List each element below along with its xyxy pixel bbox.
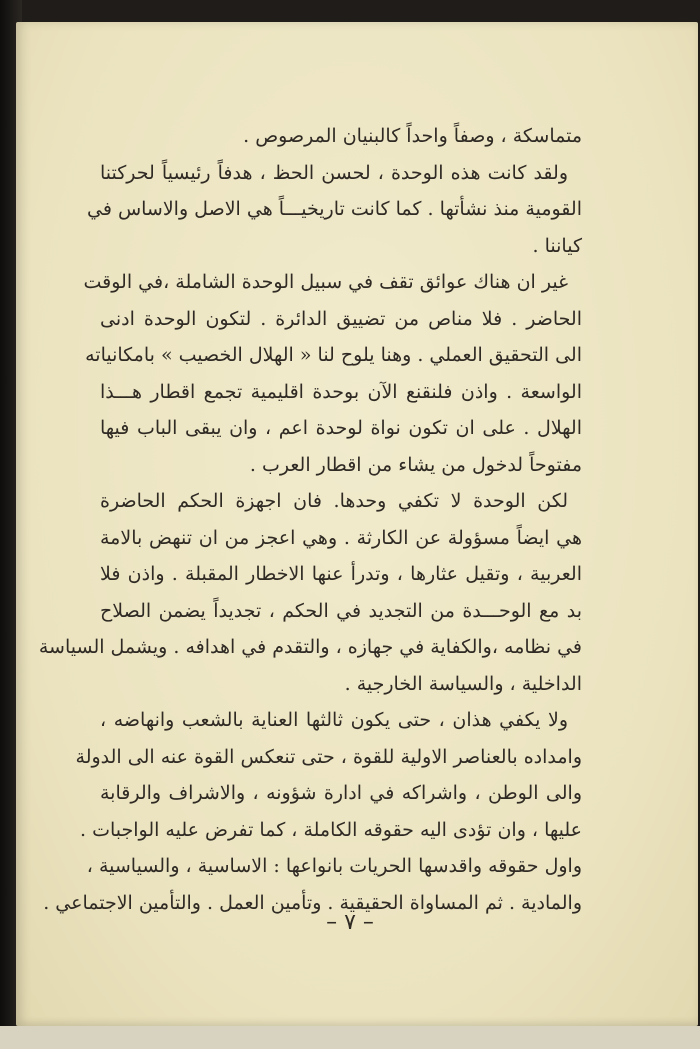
text-line: لكن الوحدة لا تكفي وحدها. فان اجهزة الحكم الحاضرة xyxy=(100,490,568,512)
text-line: ولقد كانت هذه الوحدة ، لحسن الحظ ، هدفاً رئيسياً لحركتنا xyxy=(100,161,568,184)
text-line: الداخلية ، والسياسة الخارجية . xyxy=(344,672,582,695)
text-line: عليها ، وان تؤدى اليه حقوقه الكاملة ، كما تفرض عليه الواجبات . xyxy=(80,818,582,841)
text-line: والى الوطن ، واشراكه في ادارة شؤونه ، والاشراف والرقابة xyxy=(100,782,582,804)
text-line: ولا يكفي هذان ، حتى يكون ثالثها العناية بالشعب وانهاضه ، xyxy=(100,709,568,731)
text-line: الى التحقيق العملي . وهنا يلوح لنا « الهلال الخصيب » بامكانياته xyxy=(85,344,582,366)
text-line: كياننا . xyxy=(532,234,582,257)
text-line: غير ان هناك عوائق تقف في سبيل الوحدة الشاملة ،في الوقت xyxy=(83,271,568,293)
text-line: واول حقوقه واقدسها الحريات بانواعها : الاساسية ، والسياسية ، xyxy=(86,855,582,877)
text-line: والمادية . ثم المساواة الحقيقية . وتأمين العمل . والتأمين الاجتماعي . xyxy=(43,891,582,914)
scan-background xyxy=(0,1026,700,1049)
text-line: في نظامه ،والكفاية في جهازه ، والتقدم في اهدافه . ويشمل السياسة xyxy=(38,636,582,658)
text-line: الواسعة . واذن فلنقنع الآن بوحدة اقليمية تجمع اقطار هـــذا xyxy=(100,380,582,403)
text-line: القومية منذ نشأتها . كما كانت تاريخيـــاً هي الاصل والاساس في xyxy=(86,198,582,220)
text-line: الحاضر . فلا مناص من تضييق الدائرة . لتكون الوحدة ادنى xyxy=(100,307,582,330)
text-line: وامداده بالعناصر الاولية للقوة ، حتى تنعكس القوة عنه الى الدولة xyxy=(75,745,582,768)
text-line: متماسكة ، وصفاً واحداً كالبنيان المرصوص . xyxy=(243,125,582,147)
body-text xyxy=(38,118,582,921)
text-line: هي ايضاً مسؤولة عن الكارثة . وهي اعجز من ان تنهض بالامة xyxy=(100,526,582,549)
text-line: بد مع الوحـــدة من التجديد في الحكم ، تجديداً يضمن الصلاح xyxy=(100,599,582,622)
page-number: – ٧ – xyxy=(326,910,374,935)
text-line: العربية ، وتقيل عثارها ، وتدرأ عنها الاخطار المقبلة . واذن فلا xyxy=(100,563,582,585)
text-line: الهلال . على ان تكون نواة لوحدة اعم ، وان يبقى الباب فيها xyxy=(100,417,582,439)
text-line: مفتوحاً لدخول من يشاء من اقطار العرب . xyxy=(249,453,582,476)
